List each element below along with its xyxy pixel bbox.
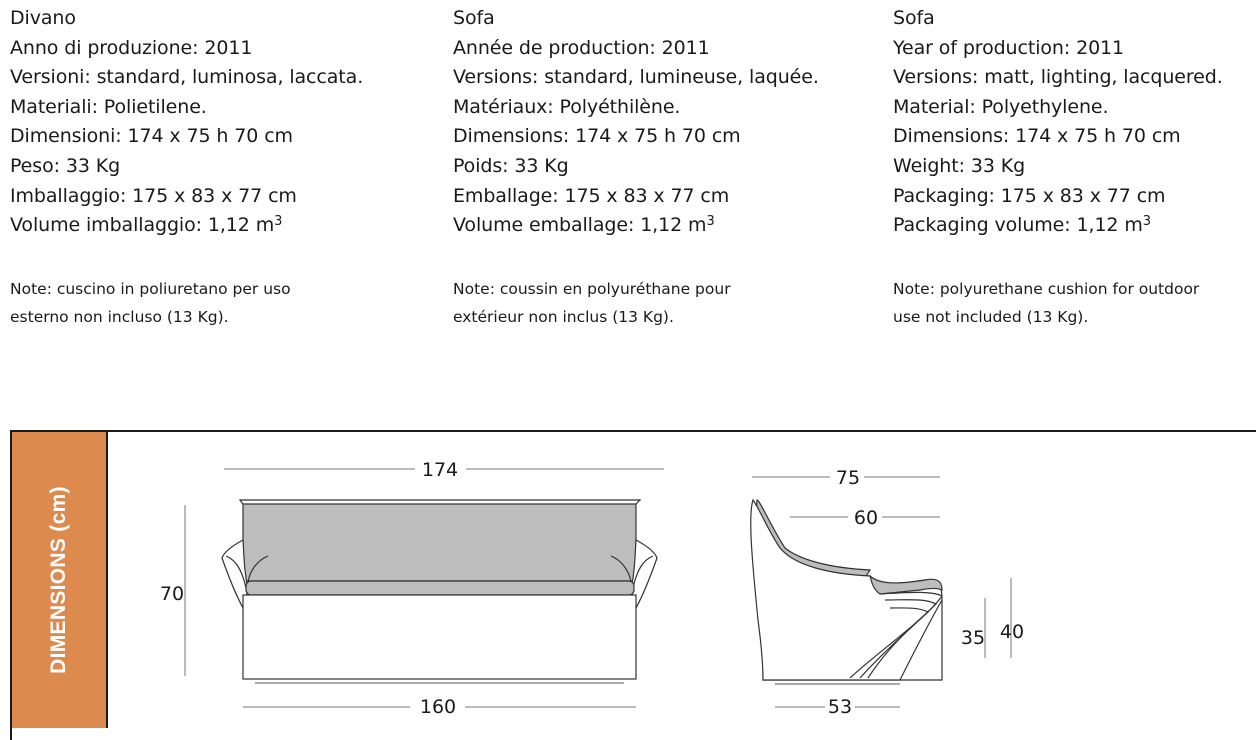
packaging: Emballage: 175 x 83 x 77 cm xyxy=(453,184,730,207)
versions: Versioni: standard, luminosa, laccata. xyxy=(10,66,364,89)
side-seat-depth-value: 60 xyxy=(853,507,879,529)
production-year: Anno di produzione: 2011 xyxy=(10,36,253,59)
volume-exponent: 3 xyxy=(1142,214,1151,230)
note-line: use not included (13 Kg). xyxy=(893,307,1089,326)
weight: Peso: 33 Kg xyxy=(10,154,121,177)
note-line: Note: cuscino in poliuretano per uso xyxy=(10,279,291,298)
packaging: Packaging: 175 x 83 x 77 cm xyxy=(893,184,1166,207)
packaging: Imballaggio: 175 x 83 x 77 cm xyxy=(10,184,297,207)
volume-exponent: 3 xyxy=(274,214,283,230)
sofa-side-view xyxy=(751,500,942,684)
dimensions: Dimensioni: 174 x 75 h 70 cm xyxy=(10,125,293,148)
materials: Material: Polyethylene. xyxy=(893,95,1109,118)
dimensions: Dimensions: 174 x 75 h 70 cm xyxy=(453,125,741,148)
production-year: Year of production: 2011 xyxy=(893,36,1125,59)
packaging-volume: Packaging volume: 1,12 $m^3$ xyxy=(893,214,1151,237)
product-title: Divano xyxy=(10,7,76,29)
versions: Versions: standard, lumineuse, laquée. xyxy=(453,66,819,89)
product-title: Sofa xyxy=(453,7,495,29)
packaging-volume: Volume emballage: 1,12 $m^3$ xyxy=(453,214,715,237)
sofa-front-view xyxy=(222,500,657,683)
packaging-volume: Volume imballaggio: 1,12 $m^3$ xyxy=(10,214,283,237)
front-width-value: 174 xyxy=(421,459,459,481)
weight: Weight: 33 Kg xyxy=(893,154,1026,177)
note-line: extérieur non inclus (13 Kg). xyxy=(453,307,674,326)
product-title: Sofa xyxy=(893,7,935,29)
side-arm-height-value: 40 xyxy=(999,621,1025,643)
note-line: esterno non incluso (13 Kg). xyxy=(10,307,229,326)
dimensions: Dimensions: 174 x 75 h 70 cm xyxy=(893,125,1181,148)
note-line: Note: polyurethane cushion for outdoor xyxy=(893,279,1200,298)
weight: Poids: 33 Kg xyxy=(453,154,569,177)
front-height-value: 70 xyxy=(159,583,185,605)
front-base-width-value: 160 xyxy=(419,696,457,718)
production-year: Année de production: 2011 xyxy=(453,36,710,59)
materials: Materiali: Polietilene. xyxy=(10,95,207,118)
materials: Matériaux: Polyéthilène. xyxy=(453,95,681,118)
side-seat-height-value: 35 xyxy=(960,627,986,649)
volume-exponent: 3 xyxy=(706,214,715,230)
versions: Versions: matt, lighting, lacquered. xyxy=(893,66,1223,89)
dimensions-label: DIMENSIONS (cm) xyxy=(47,486,70,674)
note-line: Note: coussin en polyuréthane pour xyxy=(453,279,731,298)
side-base-depth-value: 53 xyxy=(827,696,853,718)
side-depth-value: 75 xyxy=(835,467,861,489)
